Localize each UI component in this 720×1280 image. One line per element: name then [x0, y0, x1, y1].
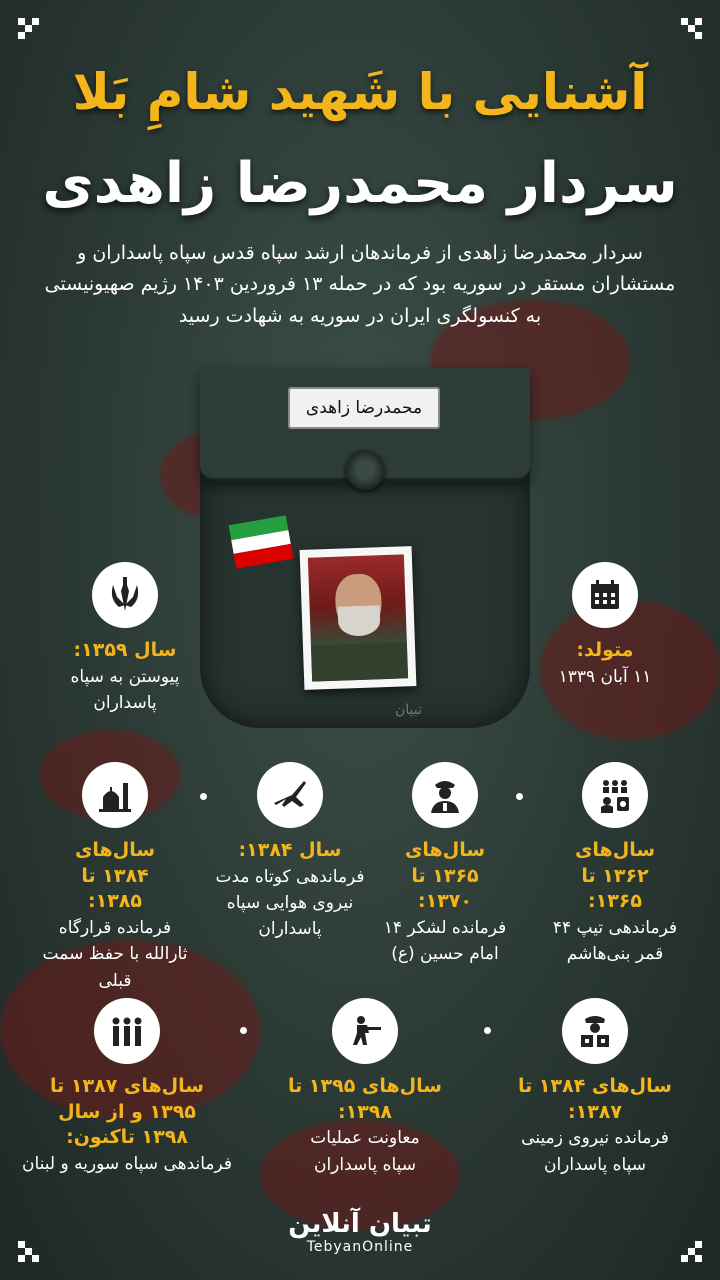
page-title: آشنایی با شَهید شامِ بَلا [72, 63, 648, 121]
page-subtitle: سردار محمدرضا زاهدی [42, 151, 678, 216]
headquarters-icon [82, 762, 148, 828]
item-text: فرمانده نیروی زمینی سپاه پاسداران [521, 1128, 669, 1175]
watermark: تبیان [395, 702, 422, 718]
timeline-item-division [370, 762, 520, 968]
separator-dot [200, 793, 207, 800]
separator-dot [484, 1027, 491, 1034]
timeline-item-ground-force [500, 998, 690, 1178]
logo-text-persian: تبیان آنلاین [288, 1209, 432, 1239]
item-label: سال ۱۳۵۹: [73, 639, 177, 661]
separator-dot [240, 1027, 247, 1034]
timeline-item-operations [270, 998, 460, 1178]
timeline-item-joining-irgc [50, 562, 200, 716]
item-text: فرماندهی تیپ ۴۴ قمر بنی‌هاشم [552, 917, 678, 965]
item-text: فرماندهی سپاه سوریه و لبنان [21, 1153, 233, 1174]
timeline-item-air-force [210, 762, 370, 943]
timeline-item-headquarters [30, 762, 200, 994]
officer-icon [412, 762, 478, 828]
name-tag: محمدرضا زاهدی [288, 387, 440, 429]
logo-text-english: TebyanOnline [306, 1238, 414, 1255]
item-label: سال‌های ۱۳۸۴ تا ۱۳۸۷: [518, 1075, 672, 1123]
jet-icon [257, 762, 323, 828]
timeline-item-birth [530, 562, 680, 690]
soldier-icon [332, 998, 398, 1064]
item-label: سال‌های ۱۳۹۵ تا ۱۳۹۸: [288, 1075, 442, 1123]
calendar-icon [572, 562, 638, 628]
timeline-item-brigade [540, 762, 690, 968]
brand-logo [0, 1210, 720, 1255]
item-label: سال‌های ۱۳۶۵ تا ۱۳۷۰: [404, 839, 486, 913]
corner-ornament-top-left [18, 18, 52, 52]
item-label: متولد: [576, 639, 634, 661]
item-text: فرمانده قرارگاه ثارالله با حفظ سمت قبلی [42, 917, 188, 991]
item-text: پیوستن به سپاه پاسداران [70, 666, 180, 713]
briefing-icon [582, 762, 648, 828]
item-label: سال‌های ۱۳۸۷ تا ۱۳۹۵ و از سال ۱۳۹۸ تاکنون: [50, 1075, 204, 1149]
corner-ornament-top-right [668, 18, 702, 52]
item-label: سال ۱۳۸۴: [238, 839, 342, 861]
timeline-item-syria-lebanon [14, 998, 240, 1177]
item-label: سال‌های ۱۳۶۲ تا ۱۳۶۵: [574, 839, 656, 913]
irgc-emblem-icon [92, 562, 158, 628]
troops-icon [94, 998, 160, 1064]
item-text: ۱۱ آبان ۱۳۳۹ [558, 666, 652, 687]
item-text: فرمانده لشکر ۱۴ امام حسین (ع) [383, 917, 507, 965]
intro-paragraph: سردار محمدرضا زاهدی از فرماندهان ارشد سپاه قدس سپاه پاسداران و مستشاران مستقر در سوریه بود که در حمله ۱۳ فروردین ۱۴۰۳ رژیم صهیونیستی به کنسولگری ایران در سوریه به شهادت رسید [44, 242, 676, 327]
item-text: فرماندهی کوتاه مدت نیروی هوایی سپاه پاسداران [215, 866, 365, 940]
portrait-photo [300, 546, 417, 690]
item-label: سال‌های ۱۳۸۴ تا ۱۳۸۵: [74, 839, 156, 913]
item-text: معاونت عملیات سپاه پاسداران [310, 1128, 420, 1175]
pocket-button [345, 450, 385, 490]
ground-force-icon [562, 998, 628, 1064]
